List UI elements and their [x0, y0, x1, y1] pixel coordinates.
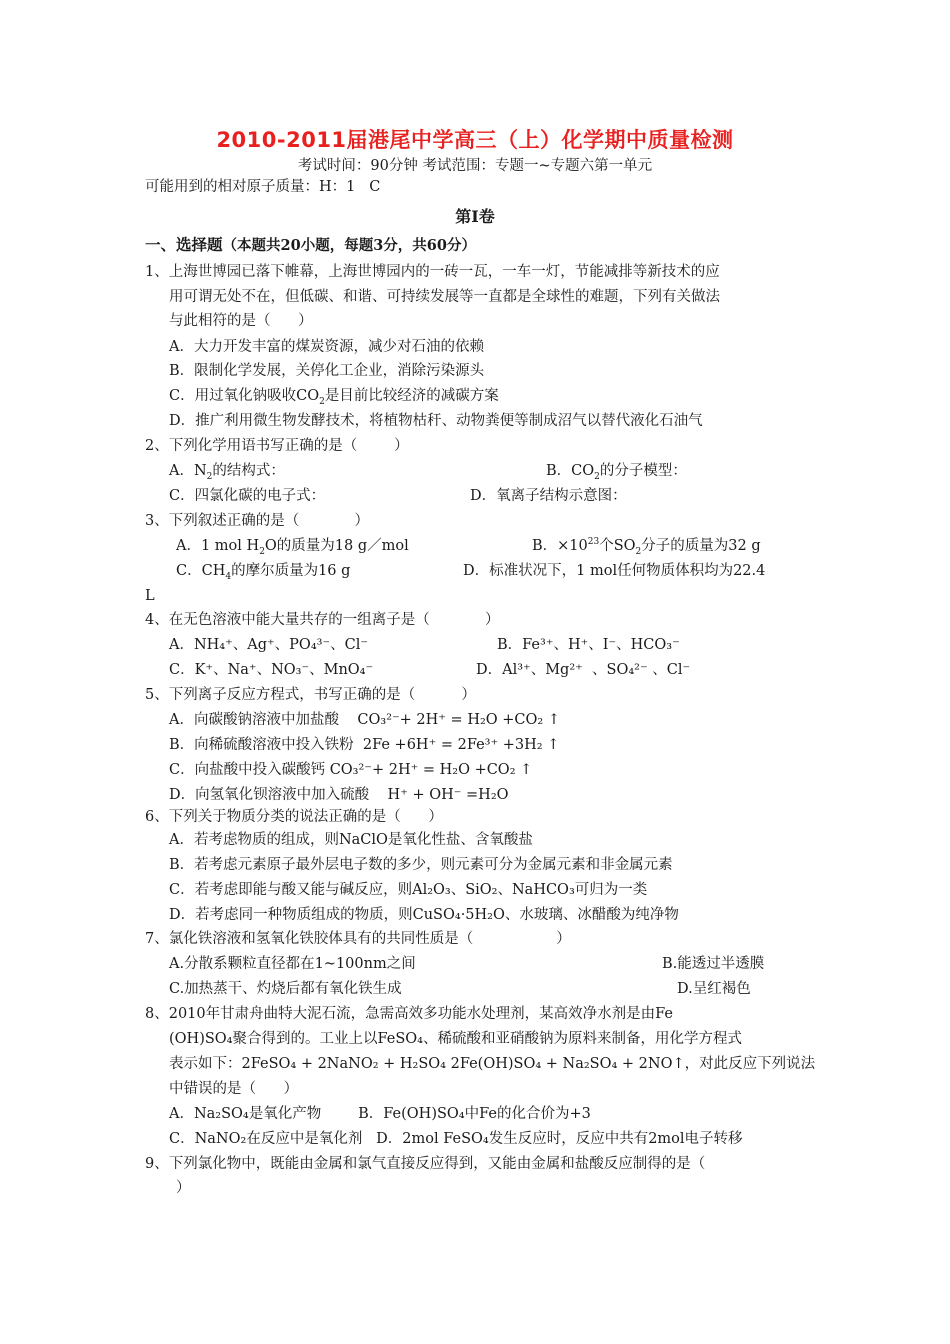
- q8-stem-line2: (OH)SO₄聚合得到的。工业上以FeSO₄、稀硫酸和亚硝酸钠为原料来制备，用化学方程式: [169, 1031, 742, 1047]
- q4-option-a: A．NH₄⁺、Ag⁺、PO₄³⁻、Cl⁻: [169, 637, 368, 653]
- q9-stem-line1: 9、下列氯化物中，既能由金属和氯气直接反应得到，又能由金属和盐酸反应制得的是（: [145, 1156, 706, 1172]
- q4-option-c: C．K⁺、Na⁺、NO₃⁻、MnO₄⁻: [169, 662, 374, 678]
- q4-stem: 4、在无色溶液中能大量共存的一组离子是（ ）: [145, 612, 500, 628]
- section-title: 一、选择题: [145, 235, 223, 254]
- q7-option-a: A.分散系颗粒直径都在1~100nm之间: [169, 956, 416, 972]
- q8-options-ab: A．Na₂SO₄是氧化产物 B．Fe(OH)SO₄中Fe的化合价为+3: [169, 1106, 591, 1122]
- q8-stem-line1: 8、2010年甘肃舟曲特大泥石流，急需高效多功能水处理剂，某高效净水剂是由Fe: [145, 1006, 673, 1022]
- q1-option-a: A．大力开发丰富的煤炭资源，减少对石油的依赖: [169, 339, 484, 355]
- page-title: 2010-2011届港尾中学高三（上）化学期中质量检测: [216, 128, 734, 152]
- q7-option-d: D.呈红褐色: [677, 981, 751, 997]
- q3-option-c-part2: 的摩尔质量为16 g: [231, 563, 351, 579]
- q5-stem: 5、下列离子反应方程式，书写正确的是（ ）: [145, 687, 476, 703]
- q3-option-c: C．$CH_4$的摩尔质量为16 g: [176, 563, 351, 582]
- q9-stem-line2: ）: [176, 1180, 191, 1196]
- exam-info: 考试时间：90分钟 考试范围：专题一~专题六第一单元: [297, 158, 653, 174]
- q4-option-d: D．Al³⁺、Mg²⁺ 、SO₄²⁻ 、Cl⁻: [476, 662, 691, 678]
- q5-option-c: C．向盐酸中投入碳酸钙 CO₃²⁻+ 2H⁺ = H₂O +CO₂ ↑: [169, 762, 533, 778]
- atomic-mass-line: 可能用到的相对原子质量：H：1 C: [145, 179, 381, 195]
- q2-option-b: B．$CO_2$的分子模型：: [546, 463, 687, 482]
- q3-option-a-part1: A．1 mol H: [176, 538, 260, 554]
- q5-option-a: A．向碳酸钠溶液中加盐酸 CO₃²⁻+ 2H⁺ = H₂O +CO₂ ↑: [169, 712, 560, 728]
- q3-stem: 3、下列叙述正确的是（ ）: [145, 513, 370, 529]
- volume-heading: 第Ⅰ卷: [455, 207, 495, 226]
- q1-option-c: C．用过氧化钠吸收$CO_2$是目前比较经济的减碳方案: [169, 388, 499, 407]
- q3-option-b: B．$\times 10^{23}$个$SO_2$分子的质量为32 g: [532, 537, 761, 557]
- q6-option-b: B．若考虑元素原子最外层电子数的多少，则元素可分为金属元素和非金属元素: [169, 857, 673, 873]
- q8-options-cd: C．NaNO₂在反应中是氧化剂 D．2mol FeSO₄发生反应时，反应中共有2mol电子转移: [169, 1131, 743, 1147]
- q6-option-a: A．若考虑物质的组成，则NaClO是氧化性盐、含氧酸盐: [169, 832, 533, 848]
- q7-option-b: B.能透过半透膜: [662, 956, 765, 972]
- q8-stem-line4: 中错误的是（ ）: [169, 1081, 299, 1097]
- q3-option-b-part1: B．×10: [532, 538, 588, 554]
- q2-option-a-part2: 的结构式：: [212, 463, 285, 479]
- q2-option-c: C．四氯化碳的电子式：: [169, 488, 326, 504]
- q3-option-b-part2: 个SO: [599, 538, 636, 554]
- q5-option-d: D．向氢氧化钡溶液中加入硫酸 H⁺ + OH⁻ =H₂O: [169, 787, 509, 803]
- q6-stem: 6、下列关于物质分类的说法正确的是（ ）: [145, 809, 443, 825]
- q3-option-b-part3: 分子的质量为32 g: [641, 538, 761, 554]
- q2-option-d: D．氧离子结构示意图：: [470, 488, 627, 504]
- q2-option-a: A．$N_2$的结构式：: [169, 463, 285, 482]
- section-heading: [145, 235, 476, 256]
- q3-option-d: D．标准状况下，1 mol任何物质体积均为22.4: [463, 563, 766, 579]
- q8-stem-line3: 表示如下：2FeSO₄ + 2NaNO₂ + H₂SO₄ 2Fe(OH)SO₄ + Na₂SO₄ + 2NO↑，对此反应下列说法: [169, 1056, 816, 1072]
- q6-option-d: D．若考虑同一种物质组成的物质，则CuSO₄·5H₂O、水玻璃、冰醋酸为纯净物: [169, 907, 679, 923]
- q3-option-a-part2: O的质量为18 g／mol: [264, 538, 409, 554]
- q6-option-c: C．若考虑即能与酸又能与碱反应，则Al₂O₃、SiO₂、NaHCO₃可归为一类: [169, 882, 648, 898]
- q2-option-b-part1: B．CO: [546, 463, 595, 479]
- q1-option-c-part2: 是目前比较经济的减碳方案: [324, 388, 499, 404]
- section-note: （本题共20小题，每题3分，共60分）: [222, 237, 476, 254]
- q2-stem: 2、下列化学用语书写正确的是（ ）: [145, 438, 409, 454]
- q3-option-c-part1: C．CH: [176, 563, 226, 579]
- q1-stem-line2: 用可谓无处不在，但低碳、和谐、可持续发展等一直都是全球性的难题，下列有关做法: [169, 289, 720, 305]
- q1-option-d: D．推广利用微生物发酵技术，将植物枯秆、动物粪便等制成沼气以替代液化石油气: [169, 413, 703, 429]
- q1-option-c-part1: C．用过氧化钠吸收CO: [169, 388, 320, 404]
- q1-option-b: B．限制化学发展，关停化工企业，消除污染源头: [169, 363, 485, 379]
- q2-option-b-part2: 的分子模型：: [599, 463, 687, 479]
- q2-option-a-part1: A．N: [169, 463, 207, 479]
- q3-option-d-cont: L: [145, 588, 155, 604]
- q4-option-b: B．Fe³⁺、H⁺、I⁻、HCO₃⁻: [497, 637, 680, 653]
- q1-stem-line1: 1、上海世博园已落下帷幕，上海世博园内的一砖一瓦，一车一灯，节能减排等新技术的应: [145, 264, 720, 280]
- q3-option-a: A．1 mol $H_2O$的质量为18 g／mol: [176, 538, 409, 557]
- q5-option-b: B．向稀硫酸溶液中投入铁粉 2Fe +6H⁺ = 2Fe³⁺ +3H₂ ↑: [169, 737, 560, 753]
- q1-stem-line3: 与此相符的是（ ）: [169, 313, 313, 329]
- q7-stem: 7、氯化铁溶液和氢氧化铁胶体具有的共同性质是（ ）: [145, 931, 571, 947]
- q7-option-c: C.加热蒸干、灼烧后都有氧化铁生成: [169, 981, 402, 997]
